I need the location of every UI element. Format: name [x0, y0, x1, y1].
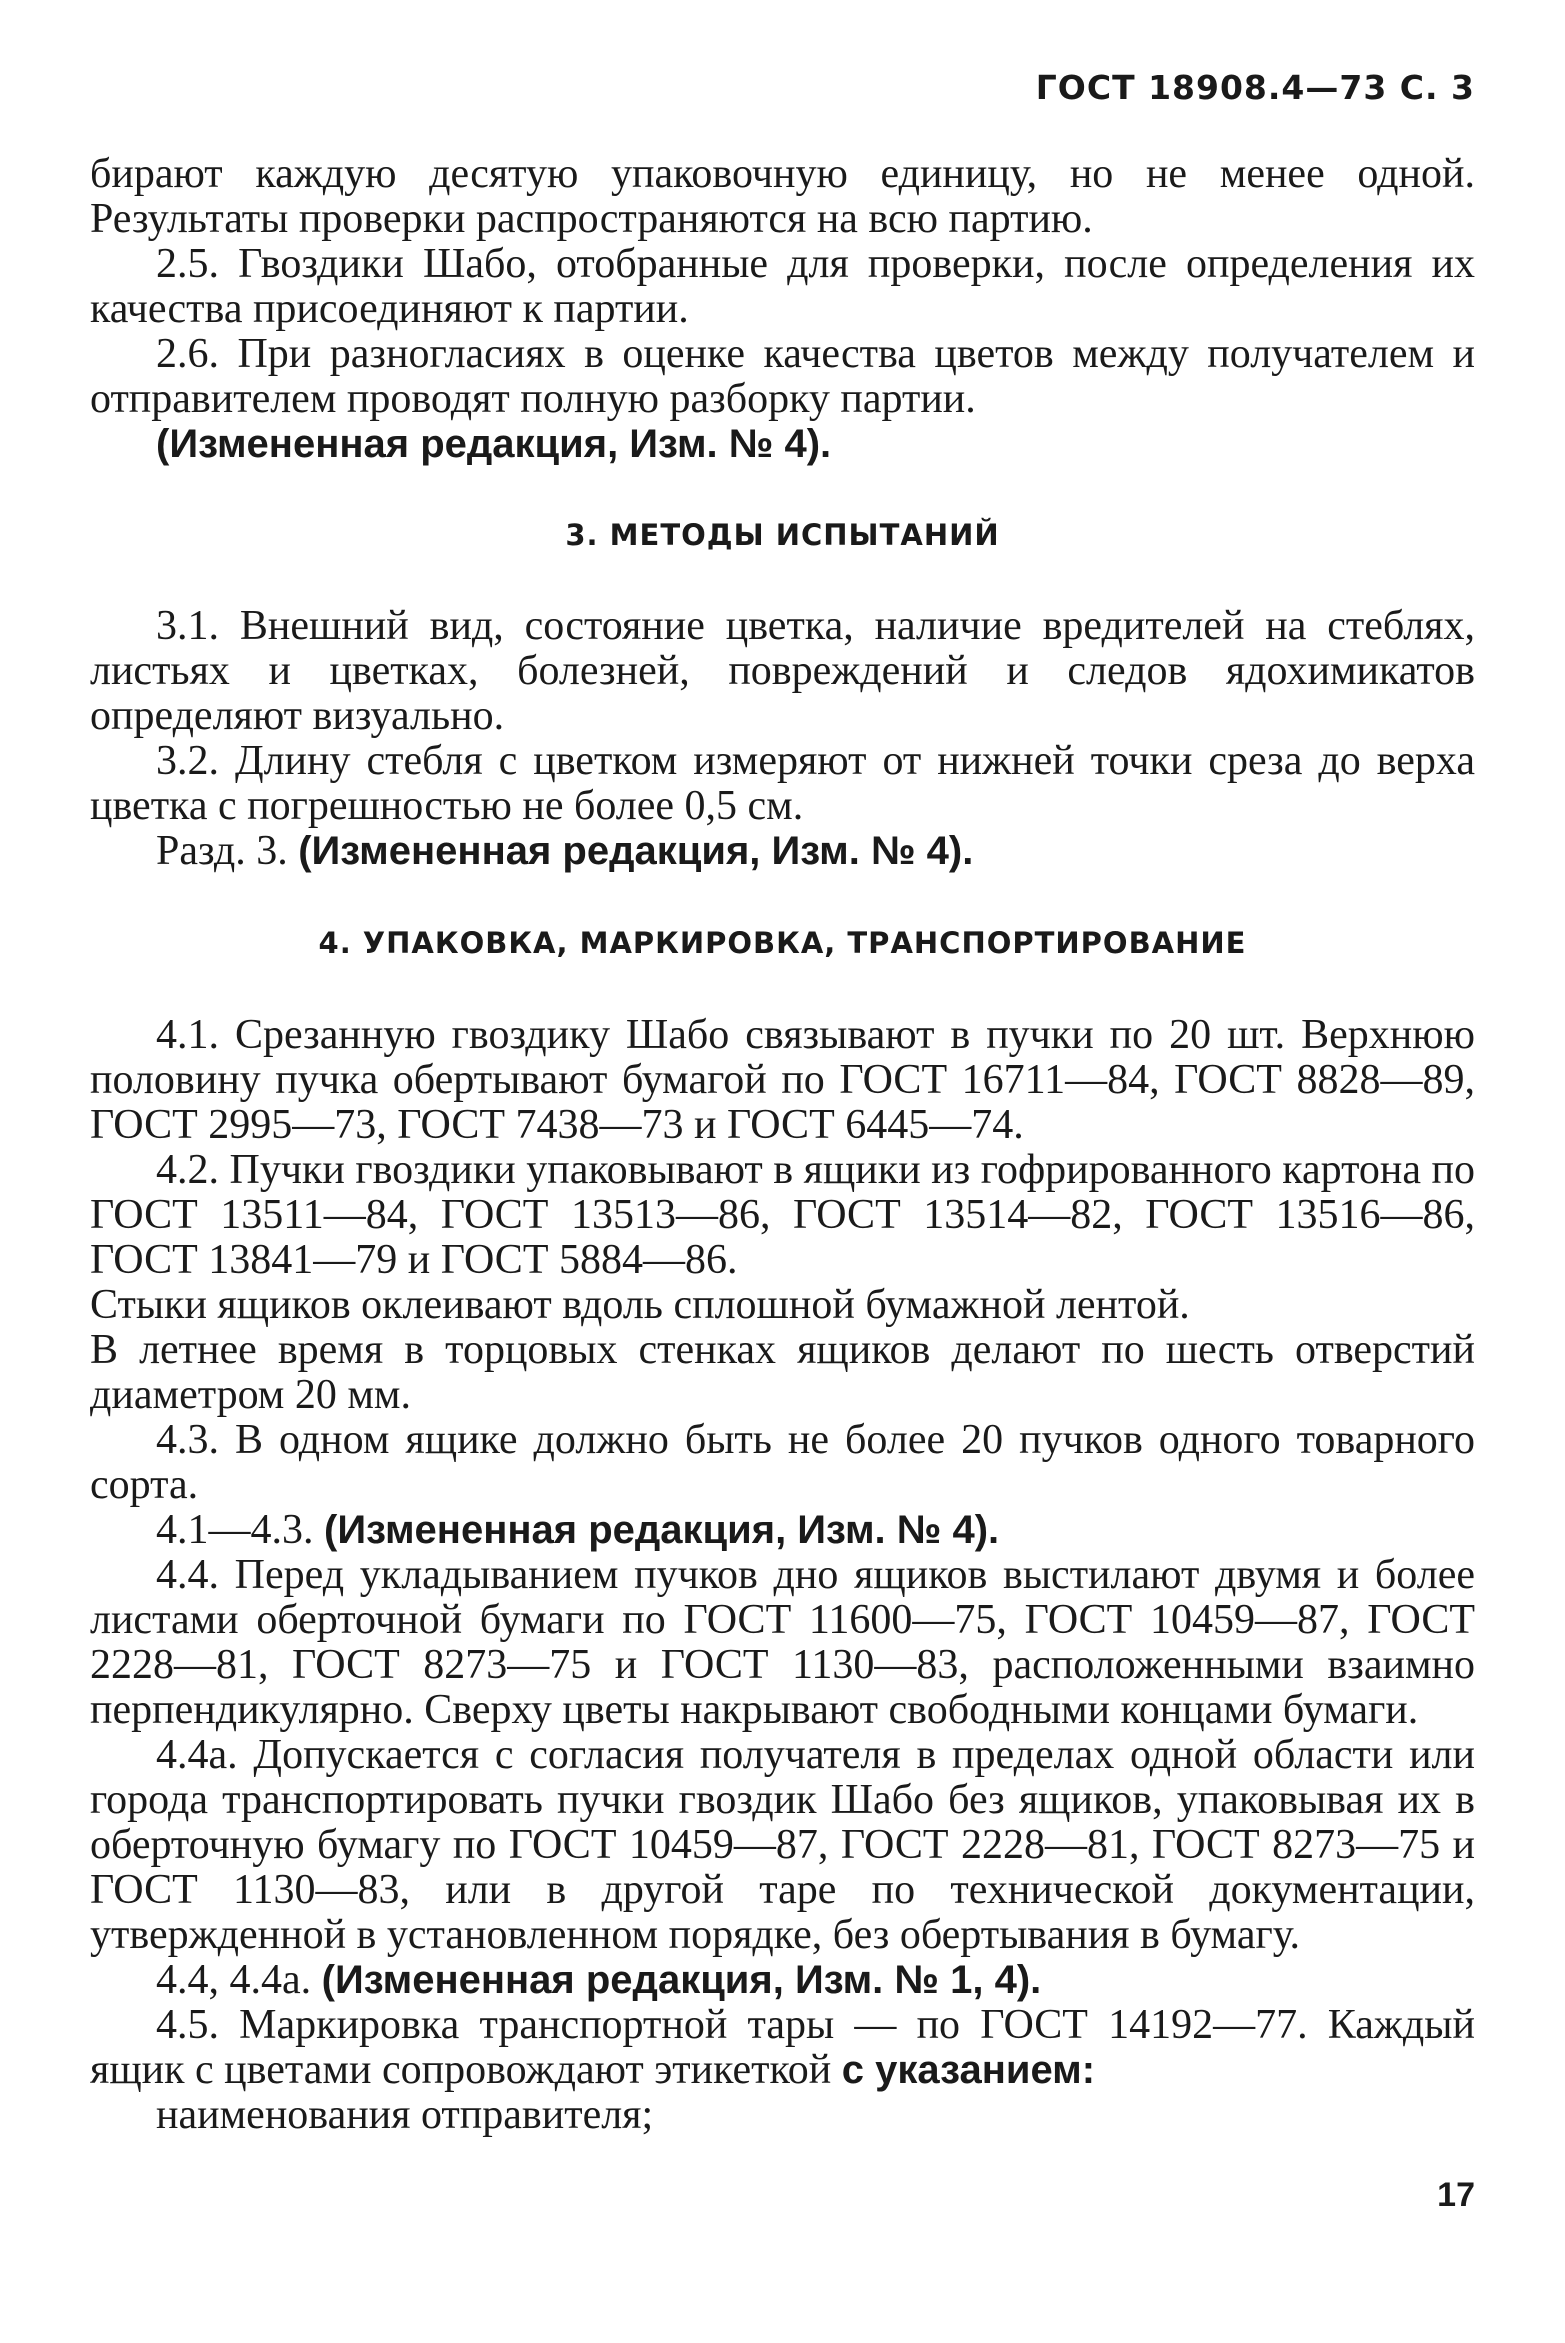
paragraph-4-5-text: 4.5. Маркировка транспортной тары — по ГОСТ 14192—77. Каждый ящик с цветами сопровождают этикеткой [90, 2002, 1475, 2093]
paragraph-4-4a: 4.4а. Допускается с согласия получателя в пределах одной области или города транспортировать пучки гвоздик Шабо без ящиков, упаковывая их в оберточную бумагу по ГОСТ 10459—87, ГОСТ 2228—81, ГОСТ 8273—75 и ГОСТ 1130—83, или в другой таре по технической документации, утвержденной в установленном порядке, без обертывания в бумагу. [90, 1732, 1475, 1958]
section-4-heading: 4. УПАКОВКА, МАРКИРОВКА, ТРАНСПОРТИРОВАНИЕ [318, 926, 1247, 960]
amendment-note-2: (Измененная редакция, Изм. № 4). [156, 422, 832, 466]
amendment-note-4-1-4-3 [90, 1508, 1475, 1553]
amendment-note-4-4-text: (Измененная редакция, Изм. № 1, 4). [321, 1958, 1042, 2002]
amendment-note-4-1-4-3-prefix: 4.1—4.3. [156, 1507, 314, 1553]
paragraph-2-6: 2.6. При разногласиях в оценке качества цветов между получателем и отправителем проводят полную разборку партии. [90, 331, 1475, 422]
amendment-note-3-prefix: Разд. 3. [156, 828, 288, 874]
amendment-note-4-4 [90, 1958, 1475, 2003]
amendment-note-3-text: (Измененная редакция, Изм. № 4). [298, 829, 974, 873]
paragraph-4-4: 4.4. Перед укладыванием пучков дно ящиков выстилают двумя и более листами оберточной бумаги по ГОСТ 11600—75, ГОСТ 10459—87, ГОСТ 2228—81, ГОСТ 8273—75 и ГОСТ 1130—83, расположенными взаимно перпендикулярно. Сверху цветы накрывают свободными концами бумаги. [90, 1552, 1475, 1733]
paragraph-4-5-item: наименования отправителя; [156, 2092, 654, 2138]
amendment-note-4-4-prefix: 4.4, 4.4а. [156, 1957, 312, 2003]
page-number: 17 [1437, 2176, 1475, 2214]
paragraph-4-5-bold: с указанием: [841, 2048, 1096, 2092]
paragraph-4-3: 4.3. В одном ящике должно быть не более 20 пучков одного товарного сорта. [90, 1417, 1475, 1508]
amendment-note-4-1-4-3-text: (Измененная редакция, Изм. № 4). [324, 1508, 1000, 1552]
body-text [90, 152, 1475, 2138]
paragraph-4-2-holes: В летнее время в торцовых стенках ящиков делают по шесть отверстий диаметром 20 мм. [90, 1327, 1475, 1418]
amendment-note-3 [90, 829, 1475, 874]
paragraph-3-2: 3.2. Длину стебля с цветком измеряют от нижней точки среза до верха цветка с погрешностью не более 0,5 см. [90, 738, 1475, 829]
paragraph-4-2-joints: Стыки ящиков оклеивают вдоль сплошной бумажной лентой. [90, 1282, 1190, 1328]
paragraph-4-1: 4.1. Срезанную гвоздику Шабо связывают в пучки по 20 шт. Верхнюю половину пучка обертывают бумагой по ГОСТ 16711—84, ГОСТ 8828—89, ГОСТ 2995—73, ГОСТ 7438—73 и ГОСТ 6445—74. [90, 1012, 1475, 1148]
paragraph-3-1: 3.1. Внешний вид, состояние цветка, наличие вредителей на стеблях, листьях и цветках, болезней, повреждений и следов ядохимикатов определяют визуально. [90, 603, 1475, 739]
running-header: ГОСТ 18908.4—73 С. 3 [1035, 68, 1475, 107]
paragraph-2-5: 2.5. Гвоздики Шабо, отобранные для проверки, после определения их качества присоединяют к партии. [90, 241, 1475, 332]
paragraph-4-2: 4.2. Пучки гвоздики упаковывают в ящики из гофрированного картона по ГОСТ 13511—84, ГОСТ 13513—86, ГОСТ 13514—82, ГОСТ 13516—86, ГОСТ 13841—79 и ГОСТ 5884—86. [90, 1147, 1475, 1283]
paragraph-2-4-continued: бирают каждую десятую упаковочную единицу, но не менее одной. Результаты проверки распространяются на всю партию. [90, 151, 1475, 242]
paragraph-4-5 [90, 2003, 1475, 2093]
section-3-heading: 3. МЕТОДЫ ИСПЫТАНИЙ [565, 518, 1000, 552]
